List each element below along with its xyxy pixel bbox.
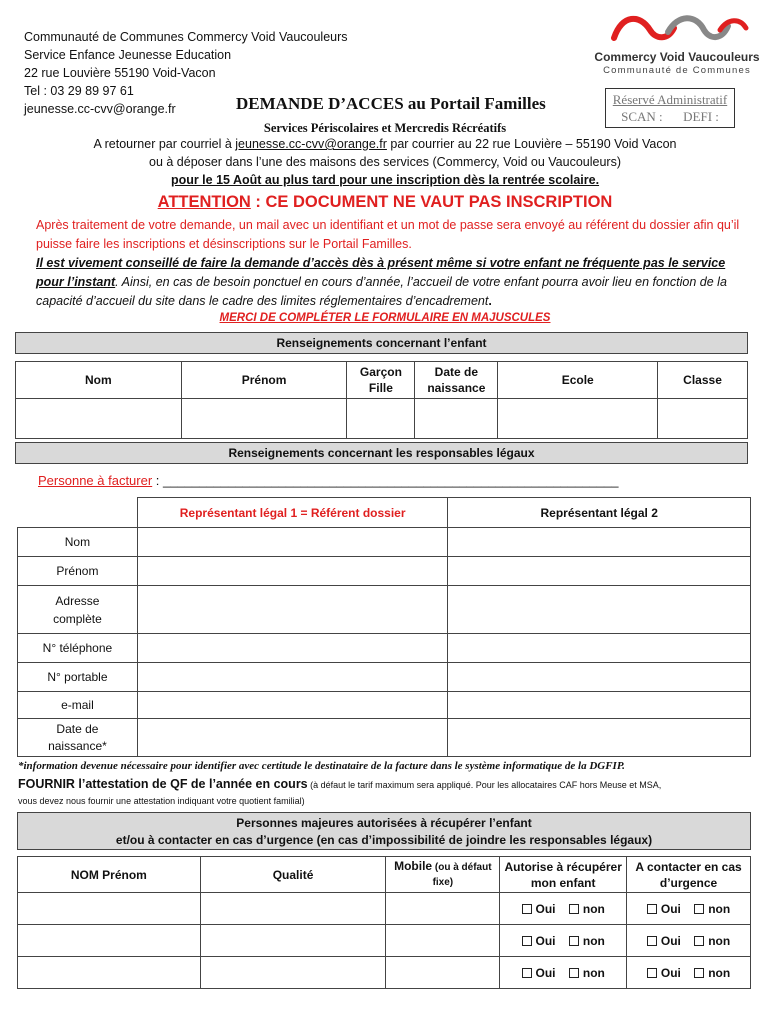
oui-label: Oui [660, 901, 681, 916]
checkbox-icon[interactable] [694, 904, 704, 914]
person2-mobile-cell[interactable] [386, 925, 500, 957]
attention-heading [0, 193, 770, 212]
persons-col-mobile-small2: fixe) [432, 877, 454, 888]
resp-row-naissance [18, 719, 138, 757]
persons-col-auth-1: Autorise à récupérer [504, 859, 622, 874]
footnote: *information devenue nécessaire pour identifier avec certitude le destinataire de la facture dans le système informatique de la DGFIP. [18, 760, 625, 772]
person3-name-cell[interactable] [18, 957, 201, 989]
child-table [15, 361, 748, 439]
checkbox-icon[interactable] [569, 904, 579, 914]
checkbox-icon[interactable] [522, 936, 532, 946]
person2-name-cell[interactable] [18, 925, 201, 957]
rep2-telephone-cell[interactable] [448, 634, 751, 663]
persons-col-urg [627, 857, 751, 893]
rep1-portable-cell[interactable] [137, 663, 448, 692]
oui-label: Oui [535, 933, 556, 948]
resp-row-email: e-mail [18, 692, 138, 719]
child-prenom-cell[interactable] [181, 399, 347, 439]
logo-sub: Communauté de Communes [603, 65, 751, 76]
page-subtitle: Services Périscolaires et Mercredis Récréatifs [263, 121, 507, 135]
child-nom-cell[interactable] [16, 399, 182, 439]
resp-row-telephone: N° téléphone [18, 634, 138, 663]
admin-title: Réservé Administratif [612, 92, 728, 107]
checkbox-icon[interactable] [694, 968, 704, 978]
resp-row-prenom: Prénom [18, 557, 138, 586]
resp-row-adresse-2: complète [53, 611, 102, 626]
resp-row-adresse [18, 586, 138, 634]
resp-row-portable: N° portable [18, 663, 138, 692]
resp-row-naissance-2: naissance* [48, 738, 107, 753]
non-label: non [708, 901, 731, 916]
logo-swoosh-icon [592, 8, 762, 50]
resp-row-naissance-1: Date de [56, 721, 99, 736]
bill-label: Personne à facturer [38, 473, 153, 488]
resp-table [17, 497, 751, 757]
non-label: non [708, 965, 731, 980]
checkbox-icon[interactable] [569, 936, 579, 946]
person1-urg-cell [627, 893, 751, 925]
oui-label: Oui [660, 933, 681, 948]
checkbox-icon[interactable] [647, 968, 657, 978]
persons-col-mobile-small: (ou à défaut [432, 862, 492, 873]
persons-col-qual: Qualité [200, 857, 386, 893]
non-label: non [582, 933, 605, 948]
persons-col-name: NOM Prénom [18, 857, 201, 893]
org-service: Service Enfance Jeunesse Education [24, 48, 232, 62]
child-col-date [415, 362, 498, 399]
oui-label: Oui [535, 965, 556, 980]
child-col-classe: Classe [658, 362, 748, 399]
rep1-email-cell[interactable] [137, 692, 448, 719]
child-col-nom: Nom [16, 362, 182, 399]
rep2-portable-cell[interactable] [448, 663, 751, 692]
persons-col-mobile-label: Mobile [394, 859, 433, 873]
rep1-telephone-cell[interactable] [137, 634, 448, 663]
child-col-fille: Fille [368, 381, 393, 395]
return-suffix: par courrier au 22 rue Louvière – 55190 Void Vacon [386, 137, 677, 151]
org-phone: Tel : 03 29 89 97 61 [24, 84, 134, 98]
checkbox-icon[interactable] [522, 968, 532, 978]
child-col-date-1: Date de [434, 365, 479, 379]
return-line [0, 137, 770, 151]
child-col-ecole: Ecole [498, 362, 658, 399]
resp-row-adresse-1: Adresse [55, 593, 100, 608]
attention-end: . [488, 294, 492, 308]
child-col-genre [347, 362, 415, 399]
return-email-link[interactable]: jeunesse.cc-cvv@orange.fr [235, 137, 387, 151]
rep2-prenom-cell[interactable] [448, 557, 751, 586]
person1-mobile-cell[interactable] [386, 893, 500, 925]
non-label: non [582, 901, 605, 916]
person2-qual-cell[interactable] [200, 925, 386, 957]
person1-qual-cell[interactable] [200, 893, 386, 925]
rep2-email-cell[interactable] [448, 692, 751, 719]
person1-auth-cell [500, 893, 627, 925]
child-section-band: Renseignements concernant l’enfant [15, 332, 748, 354]
rep1-nom-cell[interactable] [137, 528, 448, 557]
child-col-date-2: naissance [427, 381, 486, 395]
checkbox-icon[interactable] [647, 936, 657, 946]
persons-col-auth-2: mon enfant [530, 875, 596, 890]
rep2-header: Représentant légal 2 [448, 498, 751, 528]
checkbox-icon[interactable] [569, 968, 579, 978]
attention-paragraph [36, 254, 748, 311]
org-email: jeunesse.cc-cvv@orange.fr [24, 102, 176, 116]
deposit-line: ou à déposer dans l’une des maisons des services (Commercy, Void ou Vaucouleurs) [149, 155, 621, 169]
attention-bold: Il est vivement conseillé de faire la demande d’accès dès à présent même si votre enfant ne fréquente pas le service pour l’instant [36, 256, 726, 289]
checkbox-icon[interactable] [647, 904, 657, 914]
person3-mobile-cell[interactable] [386, 957, 500, 989]
person3-urg-cell [627, 957, 751, 989]
rep2-naissance-cell[interactable] [448, 719, 751, 757]
checkbox-icon[interactable] [522, 904, 532, 914]
checkbox-icon[interactable] [694, 936, 704, 946]
admin-scan: SCAN : [621, 109, 663, 124]
child-ecole-cell[interactable] [498, 399, 658, 439]
person2-urg-cell [627, 925, 751, 957]
org-address: 22 rue Louvière 55190 Void-Vacon [24, 66, 216, 80]
person3-qual-cell[interactable] [200, 957, 386, 989]
child-classe-cell[interactable] [658, 399, 748, 439]
child-col-prenom: Prénom [181, 362, 347, 399]
qf-small: (à défaut le tarif maximum sera appliqué. Pour les allocataires CAF hors Meuse et MSA, [307, 780, 662, 790]
persons-band-2: et/ou à contacter en cas d’urgence (en cas d’impossibilité de joindre les responsables légaux) [115, 833, 653, 847]
attention-paragraph-red: Après traitement de votre demande, un mail avec un identifiant et un mot de passe sera envoyé au référent du dossier afin qu’il puisse faire les inscriptions et désinscriptions sur le Portail Familles. [36, 218, 740, 251]
rep1-header: Représentant légal 1 = Référent dossier [137, 498, 448, 528]
persons-col-urg-1: A contacter en cas [635, 859, 742, 874]
qf-line2: vous devez nous fournir une attestation indiquant votre quotient familial) [18, 796, 305, 806]
qf-paragraph [18, 776, 758, 809]
persons-col-urg-2: d’urgence [659, 875, 718, 890]
bill-line[interactable]: : _______________________________________________________________ [152, 473, 619, 488]
persons-table [17, 856, 751, 989]
person1-name-cell[interactable] [18, 893, 201, 925]
persons-col-mobile [386, 857, 500, 893]
persons-band-1: Personnes majeures autorisées à récupérer l’enfant [236, 816, 532, 830]
page-title: DEMANDE D’ACCES au Portail Familles [236, 94, 546, 113]
child-date-cell[interactable] [415, 399, 498, 439]
child-genre-cell[interactable] [347, 399, 415, 439]
bill-person-line [38, 473, 619, 488]
rep1-adresse-cell[interactable] [137, 586, 448, 634]
attention-word: ATTENTION [157, 193, 251, 211]
admin-defi: DEFI : [683, 109, 719, 124]
logo [592, 8, 762, 78]
attention-italic: . Ainsi, en cas de besoin ponctuel en cours d’année, l’accueil de votre enfant pourra avoir lieu en fonction de la capacité d’accueil du site dans le cadre des limites réglementaires d’encadrement [36, 275, 727, 308]
non-label: non [582, 965, 605, 980]
person2-auth-cell [500, 925, 627, 957]
person3-auth-cell [500, 957, 627, 989]
rep2-adresse-cell[interactable] [448, 586, 751, 634]
non-label: non [708, 933, 731, 948]
oui-label: Oui [535, 901, 556, 916]
org-name: Communauté de Communes Commercy Void Vaucouleurs [24, 30, 348, 44]
persons-col-auth [500, 857, 627, 893]
attention-rest: : CE DOCUMENT NE VAUT PAS INSCRIPTION [250, 193, 613, 211]
rep1-naissance-cell[interactable] [137, 719, 448, 757]
logo-brand: Commercy Void Vaucouleurs [594, 50, 760, 64]
resp-row-nom: Nom [18, 528, 138, 557]
rep1-prenom-cell[interactable] [137, 557, 448, 586]
return-prefix: A retourner par courriel à [93, 137, 236, 151]
oui-label: Oui [660, 965, 681, 980]
persons-section-band [17, 812, 751, 850]
qf-bold: FOURNIR l’attestation de QF de l’année en cours [18, 777, 308, 791]
rep2-nom-cell[interactable] [448, 528, 751, 557]
resp-section-band: Renseignements concernant les responsables légaux [15, 442, 748, 464]
child-col-garcon: Garçon [359, 365, 402, 379]
uppercase-note: MERCI DE COMPLÉTER LE FORMULAIRE EN MAJUSCULES [219, 312, 551, 324]
deadline-line: pour le 15 Août au plus tard pour une inscription dès la rentrée scolaire. [170, 173, 600, 187]
